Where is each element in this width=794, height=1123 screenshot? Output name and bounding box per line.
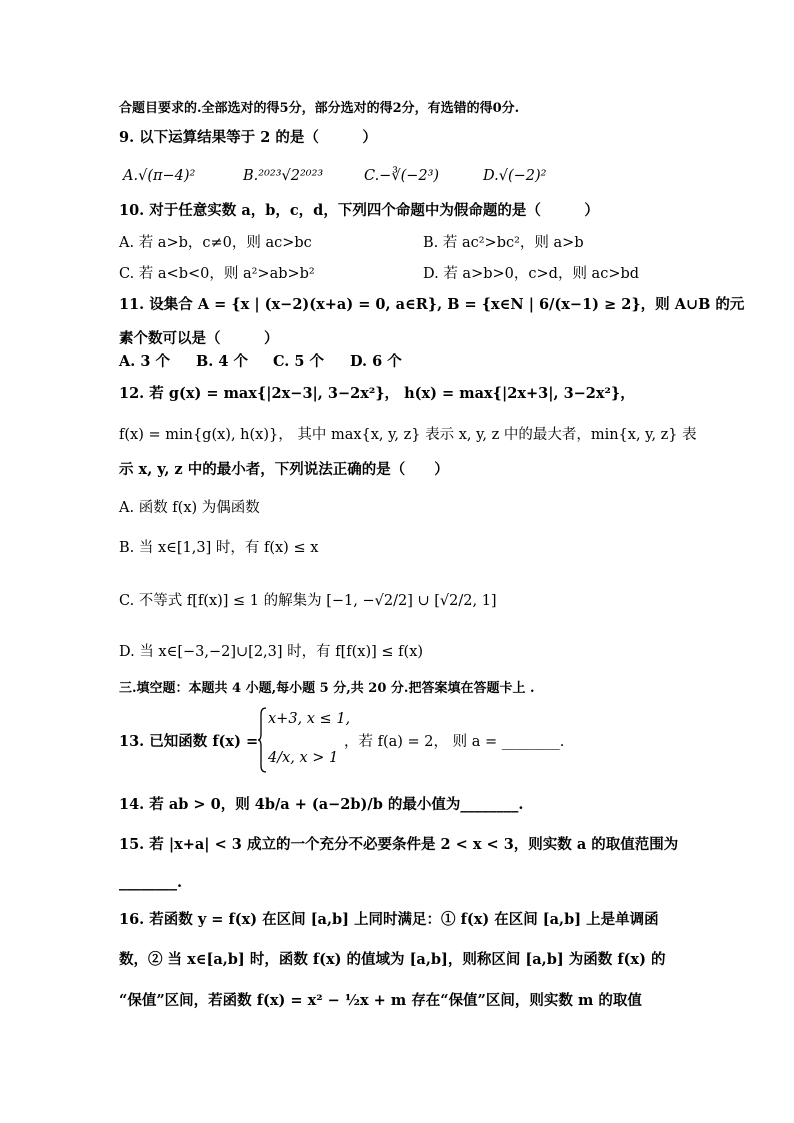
- q12-stem-3: 示 x, y, z 中的最小者，下列说法正确的是（ ）: [119, 461, 449, 478]
- q11-option-c: C. 5 个: [273, 353, 325, 370]
- q13-case-1: x+3, x ≤ 1,: [268, 711, 351, 727]
- q13-suffix: ，若 f(a) = 2， 则 a = ________.: [344, 734, 565, 750]
- header-note: 合题目要求的.全部选对的得5分，部分选对的得2分，有选错的得0分.: [119, 101, 520, 116]
- q10-option-c: C. 若 a<b<0，则 a²>ab>b²: [119, 266, 315, 282]
- q9-option-a: A.√(π−4)²: [123, 168, 196, 184]
- q10-stem: 10. 对于任意实数 a，b，c，d，下列四个命题中为假命题的是（ ）: [119, 202, 599, 219]
- q12-option-c: C. 不等式 f[f(x)] ≤ 1 的解集为 [−1, −√2/2] ∪ [√2/2, 1]: [119, 593, 497, 609]
- q11-stem-2: 素个数可以是（ ）: [119, 330, 279, 347]
- q16-line-3: “保值”区间，若函数 f(x) = x² − ½x + m 存在“保值”区间，则实数 m 的取值: [119, 992, 642, 1009]
- q12-option-a: A. 函数 f(x) 为偶函数: [119, 500, 260, 516]
- q12-option-b: B. 当 x∈[1,3] 时，有 f(x) ≤ x: [119, 540, 319, 556]
- q13-brace-icon: [258, 706, 268, 774]
- q13-prefix: 13. 已知函数 f(x) =: [119, 733, 259, 750]
- q11-option-d: D. 6 个: [350, 353, 402, 370]
- q16-line-2: 数，② 当 x∈[a,b] 时，函数 f(x) 的值域为 [a,b]，则称区间 [a,b] 为函数 f(x) 的: [119, 951, 666, 968]
- q9-option-c: C.−∛(−2³): [364, 168, 440, 184]
- q9-stem: 9. 以下运算结果等于 2 的是（ ）: [119, 129, 377, 146]
- q9-option-d: D.√(−2)²: [483, 168, 547, 184]
- q9-option-b: B.²⁰²³√2²⁰²³: [243, 168, 324, 184]
- section-3-heading: 三.填空题：本题共 4 小题,每小题 5 分,共 20 分.把答案填在答题卡上 .: [119, 681, 535, 696]
- q12-stem-2: f(x) = min{g(x), h(x)}， 其中 max{x, y, z} 表示 x, y, z 中的最大者，min{x, y, z} 表: [119, 427, 697, 443]
- q12-stem: 12. 若 g(x) = max{|2x−3|, 3−2x²}， h(x) = max{|2x+3|, 3−2x²}，: [119, 385, 635, 402]
- q11-option-b: B. 4 个: [196, 353, 248, 370]
- q16-line-1: 16. 若函数 y = f(x) 在区间 [a,b] 上同时满足：① f(x) 在区间 [a,b] 上是单调函: [119, 911, 659, 928]
- q10-option-b: B. 若 ac²>bc²，则 a>b: [423, 235, 584, 251]
- q12-option-d: D. 当 x∈[−3,−2]∪[2,3] 时，有 f[f(x)] ≤ f(x): [119, 644, 424, 660]
- q10-option-a: A. 若 a>b，c≠0，则 ac>bc: [119, 235, 312, 251]
- q10-option-d: D. 若 a>b>0，c>d，则 ac>bd: [423, 266, 640, 282]
- q11-option-a: A. 3 个: [119, 353, 170, 370]
- q15-line-2: ________.: [119, 874, 183, 891]
- q14-text: 14. 若 ab > 0，则 4b/a + (a−2b)/b 的最小值为________.: [119, 796, 524, 813]
- q11-stem: 11. 设集合 A = {x | (x−2)(x+a) = 0, a∈R}, B = {x∈N | 6/(x−1) ≥ 2}，则 A∪B 的元: [119, 296, 745, 313]
- q13-case-2: 4/x, x > 1: [268, 750, 339, 766]
- q15-line-1: 15. 若 |x+a| < 3 成立的一个充分不必要条件是 2 < x < 3，则实数 a 的取值范围为: [119, 836, 679, 853]
